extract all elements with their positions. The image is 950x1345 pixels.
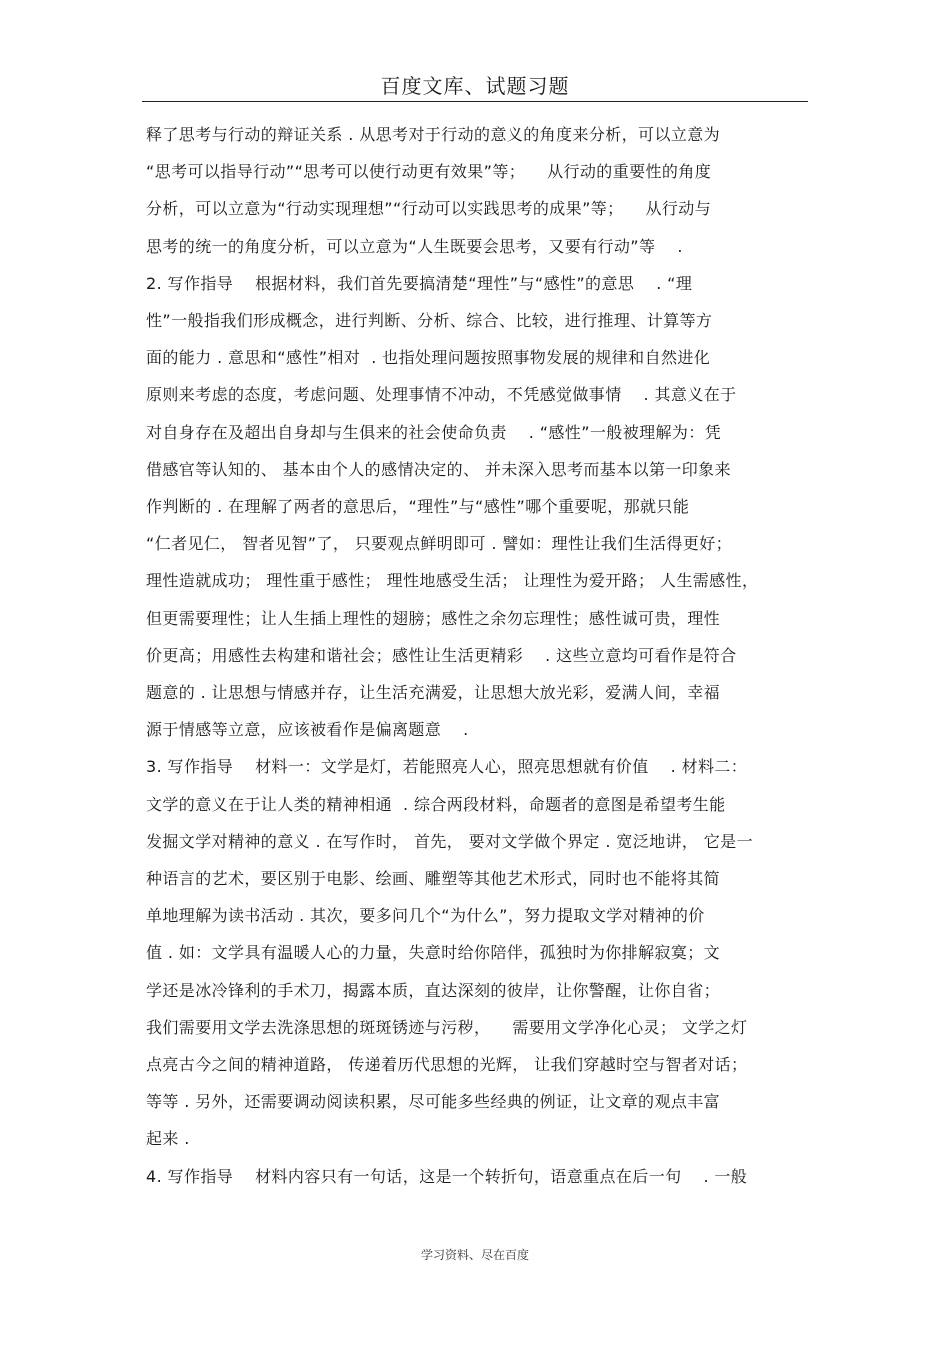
- text-line: 分析，可以立意为“行动实现理想”“行动可以实践思考的成果”等； 从行动与: [146, 199, 712, 219]
- text-line: 题意的 . 让思想与情感并存，让生活充满爱，让思想大放光彩，爱满人间，幸福: [146, 683, 721, 702]
- text-line: 对自身存在及超出自身却与生俱来的社会使命负责 . “感性”一般被理解为：凭: [146, 422, 722, 442]
- text-line: 理性造就成功； 理性重于感性； 理性地感受生活； 让理性为爱开路； 人生需感性，: [146, 571, 759, 591]
- text-line: 点亮古今之间的精神道路， 传递着历代思想的光辉， 让我们穿越时空与智者对话；: [146, 1055, 748, 1074]
- text-line: 文学的意义在于让人类的精神相通 . 综合两段材料，命题者的意图是希望考生能: [146, 794, 726, 814]
- page-header-title: 百度文库、试题习题: [380, 74, 570, 98]
- text-line: 种语言的艺术，要区别于电影、绘画、雕塑等其他艺术形式，同时也不能将其简: [146, 869, 721, 888]
- text-line: 释了思考与行动的辩证关系 . 从思考对于行动的意义的角度来分析，可以立意为: [146, 125, 721, 144]
- text-line: 等等 . 另外，还需要调动阅读积累，尽可能多些经典的例证，让文章的观点丰富: [146, 1092, 721, 1112]
- text-line: 我们需要用文学去洗涤思想的斑斑锈迹与污秽， 需要用文学净化心灵； 文学之灯: [146, 1017, 748, 1037]
- text-line: 起来 .: [146, 1129, 190, 1149]
- text-line: 4. 写作指导 材料内容只有一句话，这是一个转折句，语意重点在后一句 . 一般: [146, 1166, 748, 1186]
- text-line: 但更需要理性；让人生插上理性的翅膀；感性之余勿忘理性；感性诚可贵，理性: [146, 608, 721, 628]
- text-line: “思考可以指导行动”“思考可以使行动更有效果”等； 从行动的重要性的角度: [146, 162, 712, 182]
- text-line: 作判断的 . 在理解了两者的意思后，“理性”与“感性”哪个重要呢，那就只能: [146, 497, 690, 516]
- text-line: 值 . 如：文学具有温暖人心的力量，失意时给你陪伴，孤独时为你排解寂寞；文: [146, 943, 721, 963]
- text-line: 价更高；用感性去构建和谐社会；感性让生活更精彩 . 这些立意均可看作是符合: [146, 645, 737, 665]
- text-line: 2. 写作指导 根据材料，我们首先要搞清楚“理性”与“感性”的意思 . “理: [146, 273, 693, 293]
- text-line: 原则来考虑的态度，考虑问题、处理事情不冲动，不凭感觉做事情 . 其意义在于: [146, 385, 737, 405]
- text-line: “仁者见仁， 智者见智”了， 只要观点鲜明即可 . 譬如：理性让我们生活得更好；: [146, 534, 733, 554]
- text-line: 面的能力 . 意思和“感性”相对 . 也指处理问题按照事物发展的规律和自然进化: [146, 348, 711, 368]
- text-line: 单地理解为读书活动 . 其次，要多问几个“为什么”，努力提取文学对精神的价: [146, 906, 705, 926]
- text-line: 借感官等认知的、 基本由个人的感情决定的、 并未深入思考而基本以第一印象来: [146, 459, 731, 479]
- header-divider: [142, 101, 808, 102]
- text-line: 发掘文学对精神的意义 . 在写作时， 首先， 要对文学做个界定 . 宽泛地讲， 它是一: [146, 831, 753, 851]
- page-footer: 学习资料、尽在百度: [420, 1248, 529, 1262]
- text-line: 3. 写作指导 材料一：文学是灯，若能照亮人心，照亮思想就有价值 . 材料二：: [146, 757, 748, 777]
- text-line: 源于情感等立意，应该被看作是偏离题意 .: [146, 720, 469, 740]
- text-line: 思考的统一的角度分析，可以立意为“人生既要会思考，又要有行动”等 .: [146, 236, 683, 256]
- text-line: 性”一般指我们形成概念，进行判断、分析、综合、比较，进行推理、计算等方: [146, 311, 713, 330]
- text-line: 学还是冰冷锋利的手术刀，揭露本质，直达深刻的彼岸，让你警醒，让你自省；: [146, 980, 721, 1000]
